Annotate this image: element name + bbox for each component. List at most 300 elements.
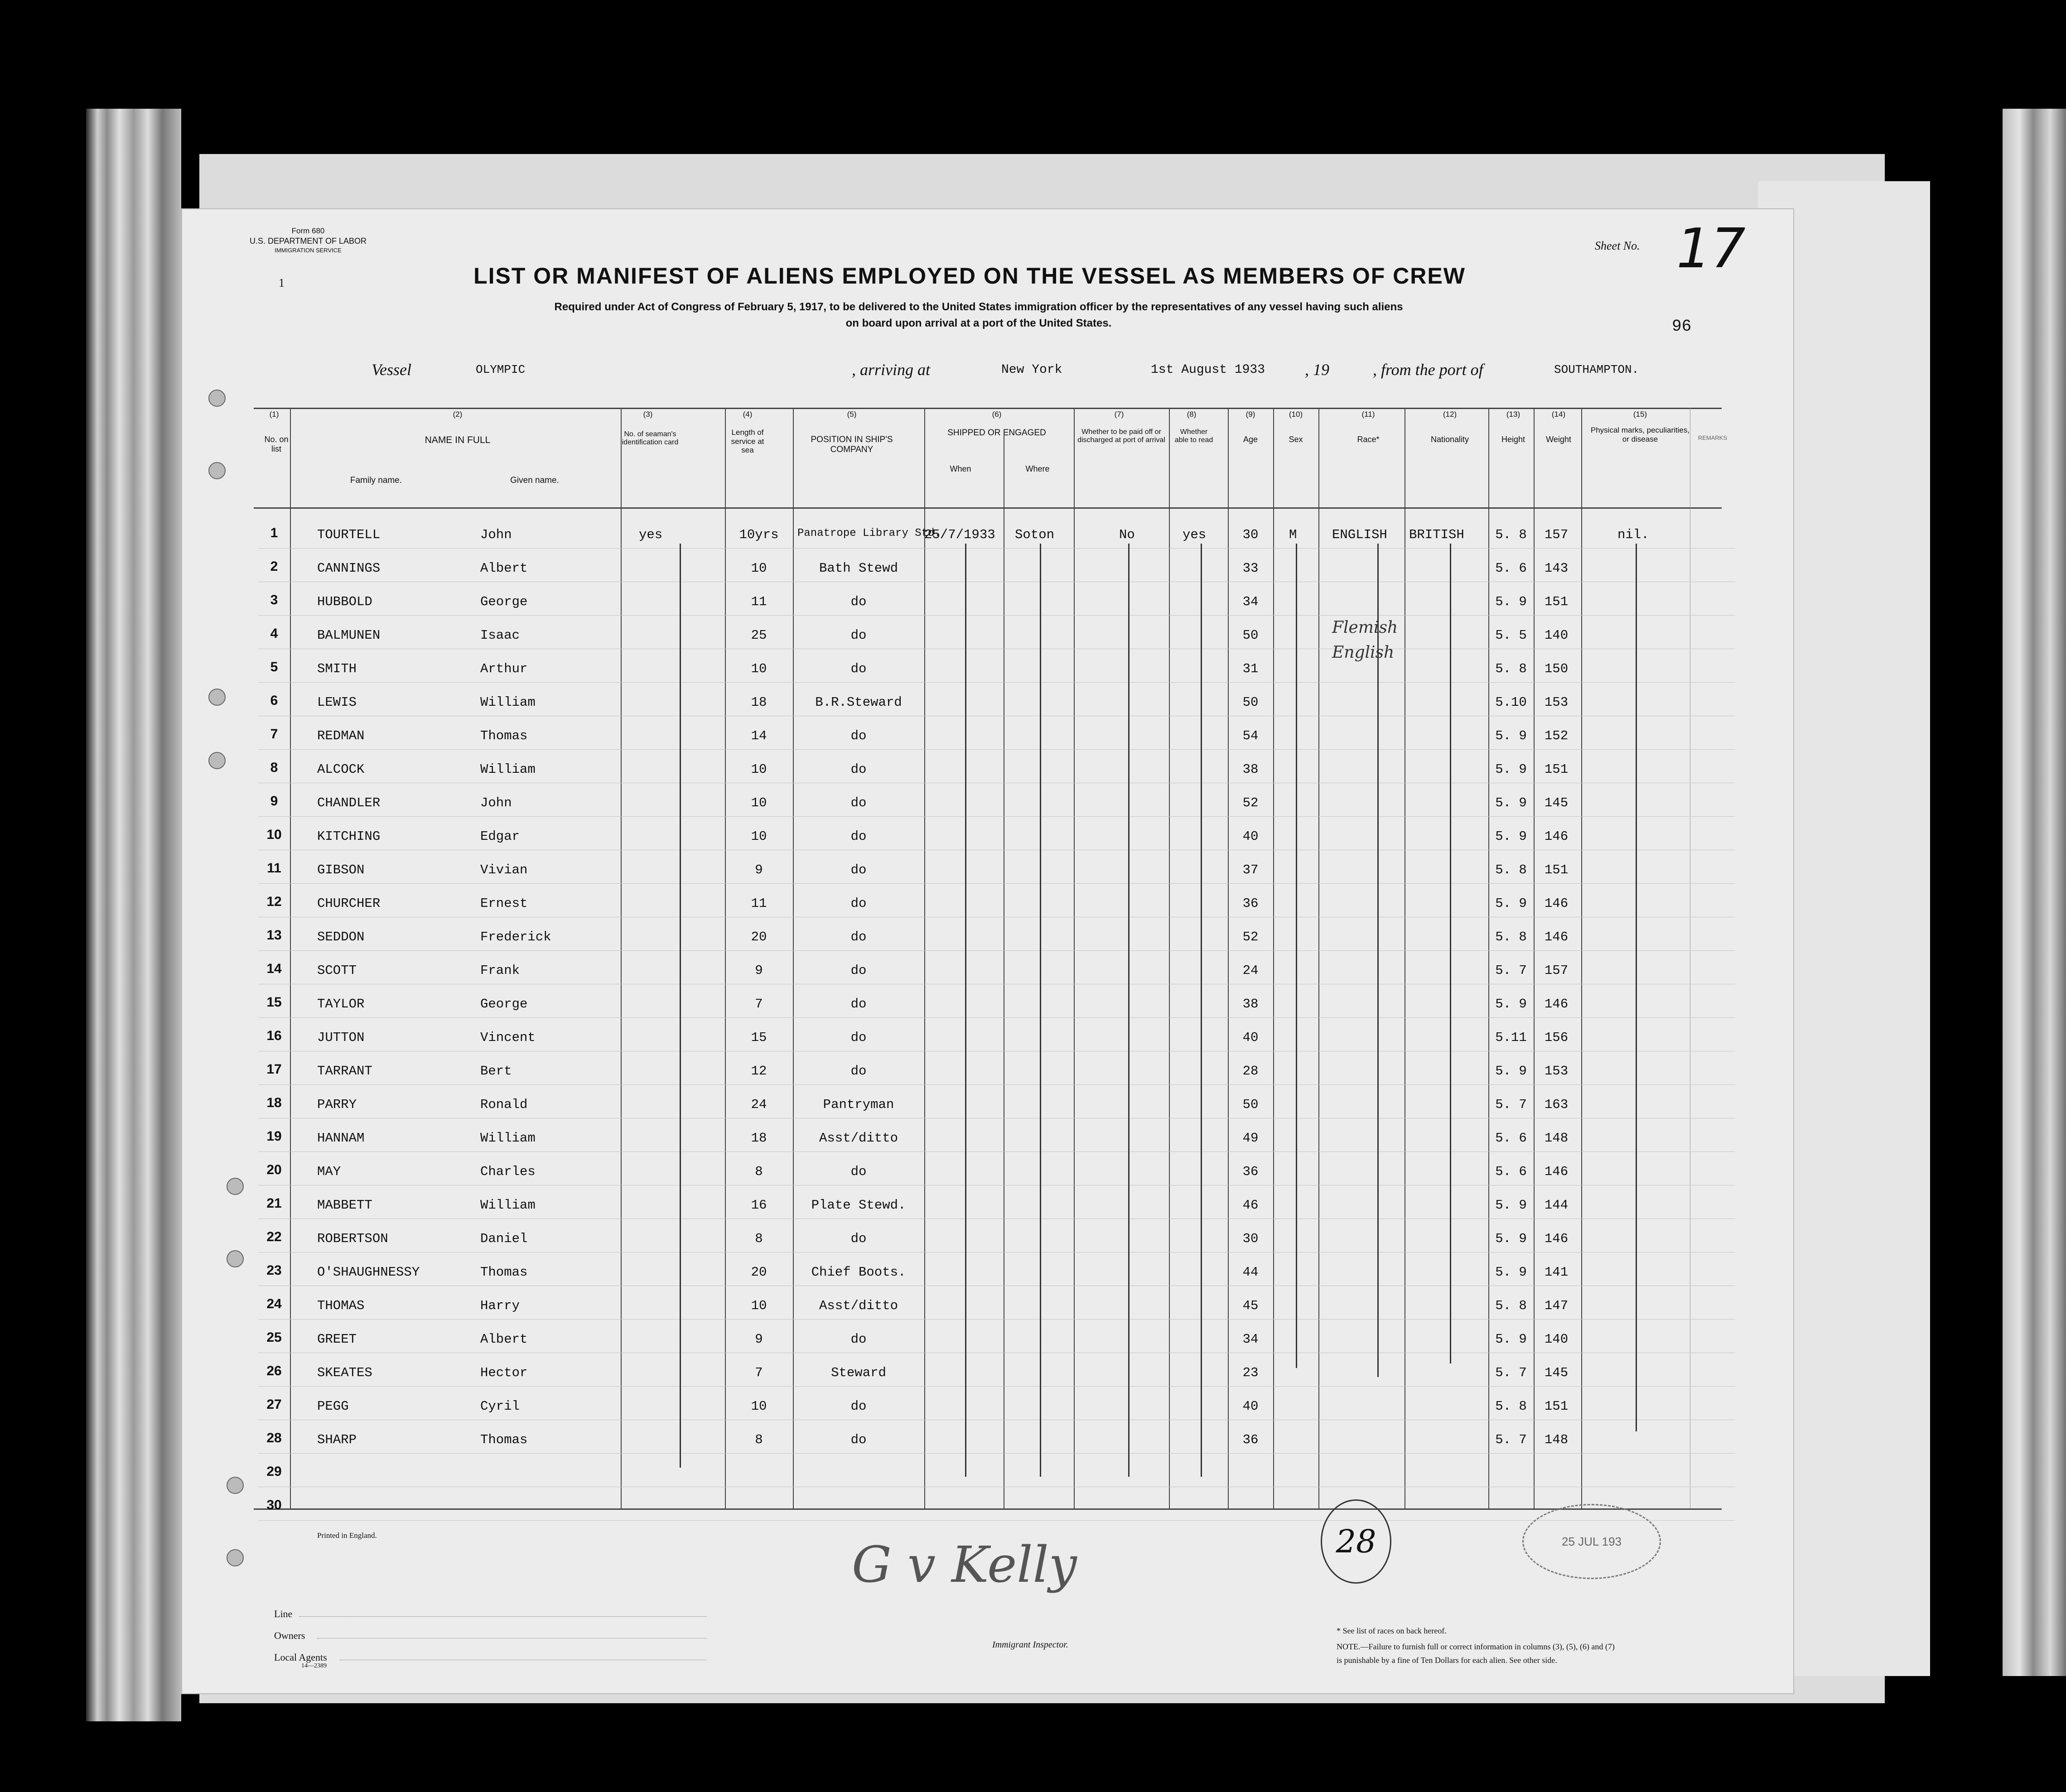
id-card-cell: yes: [639, 527, 663, 542]
arrival-date: 1st August 1933: [1151, 363, 1265, 377]
from-port: SOUTHAMPTON.: [1554, 363, 1639, 376]
col-num-7: (7): [1114, 410, 1124, 419]
given-name-cell: William: [480, 695, 536, 710]
row-rule: [258, 816, 1735, 817]
age-cell: 24: [1242, 963, 1259, 978]
weight-cell: 157: [1544, 527, 1569, 542]
service-length-cell: 24: [751, 1097, 767, 1112]
row-number: 24: [266, 1296, 282, 1311]
row-rule: [258, 1084, 1735, 1085]
weight-cell: 146: [1544, 997, 1569, 1012]
printed-in: Printed in England.: [317, 1531, 377, 1540]
weight-cell: 153: [1544, 1064, 1569, 1079]
service-length-cell: 10: [751, 795, 767, 810]
col-num-2: (2): [453, 410, 463, 419]
col-physical: Physical marks, peculiarities, or disease: [1590, 426, 1690, 443]
col-no-on-list: No. on list: [264, 435, 289, 453]
given-name-cell: William: [480, 762, 536, 777]
service-length-cell: 10: [751, 561, 767, 576]
row-number: 17: [266, 1062, 282, 1077]
col-num-3: (3): [643, 410, 653, 419]
weight-cell: 148: [1544, 1432, 1569, 1447]
age-cell: 33: [1242, 561, 1259, 576]
ditto-line-paid: [1128, 544, 1130, 1477]
family-name-cell: PARRY: [317, 1097, 357, 1112]
height-cell: 5. 8: [1495, 661, 1527, 676]
manifest-title: LIST OR MANIFEST OF ALIENS EMPLOYED ON THE VESSEL AS MEMBERS OF CREW: [473, 263, 1466, 289]
col-num-6: (6): [992, 410, 1002, 419]
row-number: 18: [266, 1095, 282, 1110]
ditto-line-when: [965, 544, 966, 1477]
punch-hole: [208, 689, 226, 706]
height-cell: 5. 9: [1495, 795, 1527, 810]
height-cell: 5.10: [1495, 695, 1527, 710]
row-rule: [258, 1520, 1735, 1521]
height-cell: 5. 8: [1495, 1298, 1527, 1313]
age-cell: 40: [1242, 1399, 1259, 1414]
position-cell: do: [850, 1064, 867, 1079]
age-cell: 30: [1242, 1231, 1259, 1246]
service-length-cell: 9: [755, 963, 763, 978]
col-race: Race*: [1357, 435, 1380, 444]
row-number: 4: [270, 626, 278, 641]
height-cell: 5. 6: [1495, 1164, 1527, 1179]
ditto-line-sex: [1296, 544, 1297, 1368]
row-number: 26: [266, 1363, 282, 1378]
col-sex: Sex: [1289, 435, 1303, 444]
family-name-cell: PEGG: [317, 1399, 349, 1414]
service-length-cell: 10: [751, 829, 767, 844]
col-num-9: (9): [1245, 410, 1255, 419]
punch-hole: [208, 462, 226, 479]
family-name-cell: KITCHING: [317, 829, 381, 844]
note-line-2: is punishable by a fine of Ten Dollars for each alien. See other side.: [1337, 1656, 1557, 1665]
row-number: 13: [266, 928, 282, 943]
col-id-card: No. of seaman's identification card: [622, 430, 679, 447]
height-cell: 5. 8: [1495, 1399, 1527, 1414]
service-length-cell: 8: [755, 1164, 763, 1179]
height-cell: 5. 9: [1495, 1265, 1527, 1280]
paid-off-cell: No: [1119, 527, 1135, 542]
service-length-cell: 18: [751, 695, 767, 710]
col-num-8: (8): [1187, 410, 1197, 419]
col-nationality: Nationality: [1430, 435, 1469, 444]
given-name-cell: Albert: [480, 561, 528, 576]
family-name-cell: BALMUNEN: [317, 628, 381, 643]
from-label: , from the port of: [1373, 361, 1483, 379]
age-cell: 45: [1242, 1298, 1259, 1313]
age-cell: 34: [1242, 594, 1259, 609]
race-handwritten-1: Flemish: [1332, 618, 1398, 637]
weight-cell: 157: [1544, 963, 1569, 978]
given-name-cell: Vivian: [480, 862, 528, 877]
inspector-label: Immigrant Inspector.: [992, 1640, 1068, 1650]
given-name-cell: Frederick: [480, 930, 551, 944]
family-name-cell: TARRANT: [317, 1064, 372, 1079]
age-cell: 40: [1242, 829, 1259, 844]
age-cell: 37: [1242, 862, 1259, 877]
family-name-cell: GREET: [317, 1332, 357, 1347]
family-name-cell: SCOTT: [317, 963, 357, 978]
weight-cell: 150: [1544, 661, 1569, 676]
height-cell: 5. 9: [1495, 1332, 1527, 1347]
col-divider: [725, 408, 726, 1508]
row-number: 8: [270, 760, 278, 775]
manifest-page: [181, 208, 1794, 1694]
weight-cell: 148: [1544, 1131, 1569, 1146]
col-num-11: (11): [1361, 410, 1375, 419]
sex-cell: M: [1289, 527, 1297, 542]
weight-cell: 143: [1544, 561, 1569, 576]
line-field-rule: [299, 1616, 707, 1617]
service-length-cell: 14: [751, 728, 767, 743]
manifest-subtitle: [408, 299, 1550, 332]
family-name-cell: HUBBOLD: [317, 594, 372, 609]
agents-label: Local Agents: [274, 1652, 327, 1663]
form-dept: U.S. DEPARTMENT OF LABOR: [249, 236, 367, 246]
col-family-name: Family name.: [350, 476, 402, 485]
sheet-number: 17: [1676, 217, 1746, 280]
line-label: Line: [274, 1608, 293, 1619]
position-cell: do: [850, 1399, 867, 1414]
position-cell: do: [850, 862, 867, 877]
weight-cell: 146: [1544, 896, 1569, 911]
position-cell: do: [850, 728, 867, 743]
col-divider: [1534, 408, 1535, 1508]
col-num-14: (14): [1551, 410, 1566, 419]
family-name-cell: SHARP: [317, 1432, 357, 1447]
col-paid-off: Whether to be paid off or discharged at port of arrival: [1077, 428, 1165, 444]
weight-cell: 144: [1544, 1198, 1569, 1213]
position-cell: do: [850, 829, 867, 844]
col-num-5: (5): [847, 410, 857, 419]
given-name-cell: George: [480, 594, 528, 609]
sheet-label: Sheet No.: [1595, 239, 1640, 252]
age-cell: 52: [1242, 930, 1259, 944]
given-name-cell: Thomas: [480, 1265, 528, 1280]
given-name-cell: Hector: [480, 1365, 528, 1380]
height-cell: 5. 9: [1495, 1064, 1527, 1079]
service-length-cell: 10: [751, 1298, 767, 1313]
col-num-4: (4): [743, 410, 753, 419]
form-number: Form 680: [291, 226, 325, 235]
age-cell: 44: [1242, 1265, 1259, 1280]
nationality-cell: BRITISH: [1409, 527, 1464, 542]
weight-cell: 140: [1544, 628, 1569, 643]
punch-hole: [208, 752, 226, 769]
weight-cell: 146: [1544, 930, 1569, 944]
position-cell: do: [850, 1164, 867, 1179]
age-cell: 50: [1242, 1097, 1259, 1112]
physical-marks-cell: nil.: [1617, 527, 1649, 542]
position-cell: do: [850, 896, 867, 911]
age-cell: 38: [1242, 762, 1259, 777]
row-number: 22: [266, 1229, 282, 1244]
shipped-when-cell: 25/7/1933: [924, 527, 995, 542]
col-when: When: [950, 464, 971, 473]
age-cell: 49: [1242, 1131, 1259, 1146]
height-cell: 5. 7: [1495, 1432, 1527, 1447]
age-cell: 40: [1242, 1030, 1259, 1045]
age-cell: 34: [1242, 1332, 1259, 1347]
service-length-cell: 16: [751, 1198, 767, 1213]
weight-cell: 146: [1544, 1164, 1569, 1179]
col-divider: [1488, 408, 1489, 1508]
row-rule: [258, 1386, 1735, 1387]
row-number: 27: [266, 1397, 282, 1412]
row-number: 20: [266, 1162, 282, 1177]
vessel-label: Vessel: [372, 361, 411, 379]
service-length-cell: 11: [751, 896, 767, 911]
height-cell: 5. 8: [1495, 930, 1527, 944]
family-name-cell: LEWIS: [317, 695, 357, 710]
row-rule: [258, 548, 1735, 549]
family-name-cell: REDMAN: [317, 728, 365, 743]
service-length-cell: 7: [755, 1365, 763, 1380]
col-height: Height: [1501, 435, 1525, 444]
subtitle-line-2: on board upon arrival at a port of the United States.: [845, 317, 1112, 329]
position-cell: do: [850, 661, 867, 676]
position-cell: do: [850, 930, 867, 944]
note-line-1: NOTE.—Failure to furnish full or correct information in columns (3), (5), (6) and (7): [1337, 1642, 1615, 1651]
corner-mark: 96: [1672, 317, 1692, 336]
family-name-cell: SEDDON: [317, 930, 365, 944]
service-length-cell: 9: [755, 862, 763, 877]
header-bottom-rule: [254, 507, 1722, 509]
header-top-rule: [254, 408, 1722, 409]
weight-cell: 151: [1544, 862, 1569, 877]
circled-total: [1321, 1499, 1391, 1584]
given-name-cell: Harry: [480, 1298, 520, 1313]
weight-cell: 156: [1544, 1030, 1569, 1045]
family-name-cell: CHURCHER: [317, 896, 381, 911]
service-length-cell: 9: [755, 1332, 763, 1347]
inspector-signature: G v Kelly: [852, 1536, 1077, 1594]
height-cell: 5.11: [1495, 1030, 1527, 1045]
col-num-1: (1): [269, 410, 279, 419]
age-cell: 36: [1242, 1432, 1259, 1447]
service-length-cell: 15: [751, 1030, 767, 1045]
age-cell: 46: [1242, 1198, 1259, 1213]
age-cell: 30: [1242, 527, 1259, 542]
row-number: 25: [266, 1330, 282, 1345]
height-cell: 5. 8: [1495, 862, 1527, 877]
given-name-cell: Vincent: [480, 1030, 536, 1045]
arriving-port: New York: [1001, 363, 1062, 377]
height-cell: 5. 6: [1495, 561, 1527, 576]
family-name-cell: ROBERTSON: [317, 1231, 388, 1246]
age-cell: 38: [1242, 997, 1259, 1012]
weight-cell: 151: [1544, 762, 1569, 777]
row-number: 29: [266, 1464, 282, 1479]
ditto-line-race: [1377, 544, 1379, 1377]
position-cell: Pantryman: [823, 1097, 894, 1112]
service-length-cell: 10: [751, 762, 767, 777]
row-number: 21: [266, 1196, 282, 1211]
race-cell: ENGLISH: [1332, 527, 1387, 542]
position-cell: Bath Stewd: [819, 561, 898, 576]
position-cell: do: [850, 1432, 867, 1447]
ditto-line-where: [1040, 544, 1041, 1477]
service-length-cell: 20: [751, 930, 767, 944]
ditto-line-marks: [1636, 544, 1637, 1431]
service-length-cell: 7: [755, 997, 763, 1012]
punch-hole: [208, 390, 226, 407]
service-length-cell: 8: [755, 1432, 763, 1447]
position-cell: do: [850, 762, 867, 777]
col-given-name: Given name.: [510, 476, 559, 485]
service-length-cell: 18: [751, 1131, 767, 1146]
col-num-12: (12): [1443, 410, 1457, 419]
row-rule: [258, 1319, 1735, 1320]
family-name-cell: TOURTELL: [317, 527, 381, 542]
subtitle-line-1: Required under Act of Congress of February 5, 1917, to be delivered to the United States immigration officer by the representatives of any vessel having such aliens: [554, 301, 1403, 313]
binder-left: [86, 109, 181, 1721]
height-cell: 5. 9: [1495, 728, 1527, 743]
height-cell: 5. 9: [1495, 594, 1527, 609]
weight-cell: 163: [1544, 1097, 1569, 1112]
age-cell: 52: [1242, 795, 1259, 810]
col-divider: [1581, 408, 1582, 1508]
row-rule: [258, 950, 1735, 951]
position-cell: Asst/ditto: [819, 1131, 898, 1146]
weight-cell: 151: [1544, 1399, 1569, 1414]
date-stamp: [1522, 1504, 1661, 1579]
ditto-line-nationality: [1450, 544, 1451, 1363]
row-number: 3: [270, 593, 278, 607]
weight-cell: 153: [1544, 695, 1569, 710]
col-divider: [290, 408, 291, 1508]
row-number: 19: [266, 1129, 282, 1144]
row-number: 30: [266, 1498, 282, 1513]
given-name-cell: George: [480, 997, 528, 1012]
row-rule: [258, 682, 1735, 683]
height-cell: 5. 7: [1495, 1365, 1527, 1380]
row-number: 5: [270, 660, 278, 674]
family-name-cell: THOMAS: [317, 1298, 365, 1313]
height-cell: 5. 7: [1495, 1097, 1527, 1112]
position-cell: Plate Stewd.: [811, 1198, 906, 1213]
given-name-cell: Cyril: [480, 1399, 520, 1414]
ditto-line-read: [1201, 544, 1202, 1477]
row-number: 10: [266, 827, 282, 842]
position-cell: do: [850, 1231, 867, 1246]
able-read-cell: yes: [1183, 527, 1207, 542]
age-cell: 50: [1242, 695, 1259, 710]
race-handwritten-2: English: [1332, 643, 1395, 662]
races-note: * See list of races on back hereof.: [1337, 1626, 1447, 1635]
position-cell: do: [850, 963, 867, 978]
service-length-cell: 10: [751, 1399, 767, 1414]
height-cell: 5. 9: [1495, 896, 1527, 911]
given-name-cell: Charles: [480, 1164, 536, 1179]
binder-right: [2003, 109, 2066, 1676]
height-cell: 5. 9: [1495, 829, 1527, 844]
height-cell: 5. 7: [1495, 963, 1527, 978]
col-num-15: (15): [1633, 410, 1647, 419]
col-able-read: Whether able to read: [1174, 428, 1213, 444]
given-name-cell: Bert: [480, 1064, 512, 1079]
row-rule: [258, 1453, 1735, 1454]
family-name-cell: SMITH: [317, 661, 357, 676]
given-name-cell: John: [480, 795, 512, 810]
position-cell: do: [850, 1332, 867, 1347]
age-cell: 36: [1242, 896, 1259, 911]
position-cell: do: [850, 628, 867, 643]
position-cell: do: [850, 594, 867, 609]
col-divider: [1318, 408, 1319, 1508]
row-rule: [258, 615, 1735, 616]
col-divider: [621, 408, 622, 1508]
height-cell: 5. 9: [1495, 997, 1527, 1012]
voyage-line: [372, 360, 1685, 383]
given-name-cell: Isaac: [480, 628, 520, 643]
position-cell: Panatrope Library Std.: [797, 527, 941, 540]
form-service: IMMIGRATION SERVICE: [275, 247, 342, 254]
given-name-cell: Ernest: [480, 896, 528, 911]
ditto-line-card: [680, 544, 681, 1468]
age-cell: 54: [1242, 728, 1259, 743]
given-name-cell: William: [480, 1131, 536, 1146]
given-name-cell: John: [480, 527, 512, 542]
table-bottom-rule: [254, 1508, 1722, 1510]
service-length-cell: 12: [751, 1064, 767, 1079]
row-number: 6: [270, 693, 278, 708]
service-length-cell: 8: [755, 1231, 763, 1246]
family-name-cell: CHANDLER: [317, 795, 381, 810]
given-name-cell: William: [480, 1198, 536, 1213]
col-position: POSITION IN SHIP'S COMPANY: [811, 435, 893, 454]
given-name-cell: Thomas: [480, 1432, 528, 1447]
col-num-10: (10): [1289, 410, 1303, 419]
arriving-label: , arriving at: [852, 361, 931, 379]
position-cell: Asst/ditto: [819, 1298, 898, 1313]
weight-cell: 152: [1544, 728, 1569, 743]
given-name-cell: Frank: [480, 963, 520, 978]
given-name-cell: Ronald: [480, 1097, 528, 1112]
family-name-cell: O'SHAUGHNESSY: [317, 1265, 420, 1280]
family-name-cell: CANNINGS: [317, 561, 381, 576]
weight-cell: 140: [1544, 1332, 1569, 1347]
weight-cell: 147: [1544, 1298, 1569, 1313]
col-remarks: REMARKS: [1698, 434, 1728, 441]
row-rule: [258, 749, 1735, 750]
col-divider: [924, 408, 925, 1508]
age-cell: 36: [1242, 1164, 1259, 1179]
service-length-cell: 20: [751, 1265, 767, 1280]
family-name-cell: JUTTON: [317, 1030, 365, 1045]
family-name-cell: MAY: [317, 1164, 341, 1179]
weight-cell: 146: [1544, 829, 1569, 844]
service-length-cell: 11: [751, 594, 767, 609]
circled-total-text: 28: [1336, 1523, 1376, 1560]
family-name-cell: TAYLOR: [317, 997, 365, 1012]
col-divider: [793, 408, 794, 1508]
col-age: Age: [1243, 435, 1258, 444]
row-rule: [258, 1017, 1735, 1018]
age-cell: 31: [1242, 661, 1259, 676]
given-name-cell: Daniel: [480, 1231, 528, 1246]
punch-hole: [227, 1250, 244, 1267]
row-number: 7: [270, 727, 278, 742]
family-name-cell: MABBETT: [317, 1198, 372, 1213]
row-rule: [258, 883, 1735, 884]
row-number: 15: [266, 995, 282, 1010]
punch-hole: [227, 1178, 244, 1195]
col-divider: [1169, 408, 1170, 1508]
height-cell: 5. 9: [1495, 762, 1527, 777]
height-cell: 5. 8: [1495, 527, 1527, 542]
